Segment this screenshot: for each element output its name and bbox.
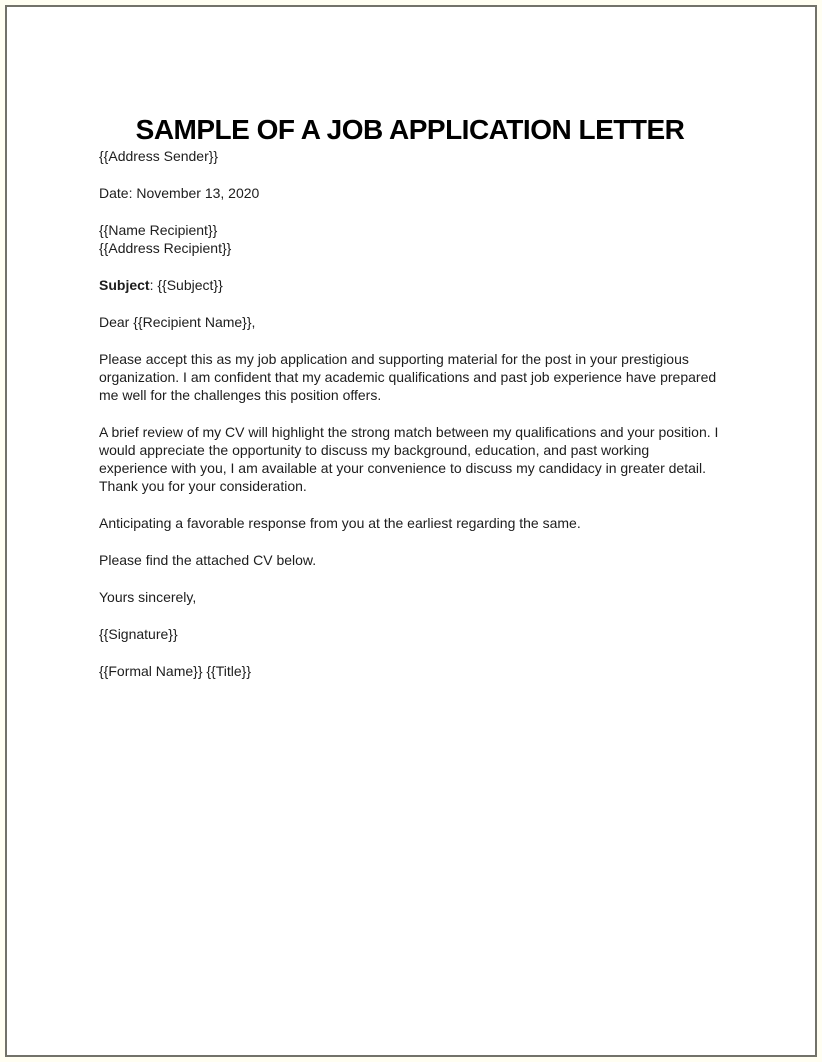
signoff-name-line: {{Formal Name}} {{Title}} [99,663,252,679]
signature-placeholder: {{Signature}} [99,626,178,642]
letter-title: SAMPLE OF A JOB APPLICATION LETTER [135,114,685,145]
recipient-address-placeholder: {{Address Recipient}} [99,240,232,256]
body-paragraph: A brief review of my CV will highlight the strong match between my qualifications and your position. I would appreciate the opportunity to discuss my background, education, and past working experience with you, I am available at your convenience to discuss my candidacy in greater detail. Thank you for your consideration. [99,424,719,494]
recipient-name-placeholder: {{Name Recipient}} [99,222,218,238]
body-paragraph: Please find the attached CV below. [99,552,317,568]
page-border-frame [5,5,817,1057]
subject-label: Subject [99,277,150,293]
body-paragraph: Please accept this as my job application and supporting material for the post in your prestigious organization. I am confident that my academic qualifications and past job experience have prepared me well for the challenges this position offers. [99,351,717,403]
closing-line: Yours sincerely, [99,589,197,605]
recipient-block [99,221,721,257]
salutation: Dear {{Recipient Name}}, [99,314,256,330]
sender-address-placeholder: {{Address Sender}} [99,148,219,164]
subject-line [99,276,721,294]
body-paragraph: Anticipating a favorable response from you at the earliest regarding the same. [99,515,581,531]
subject-value-placeholder: : {{Subject}} [149,277,223,293]
letter-body [7,113,721,680]
date-line: Date: November 13, 2020 [99,185,260,201]
